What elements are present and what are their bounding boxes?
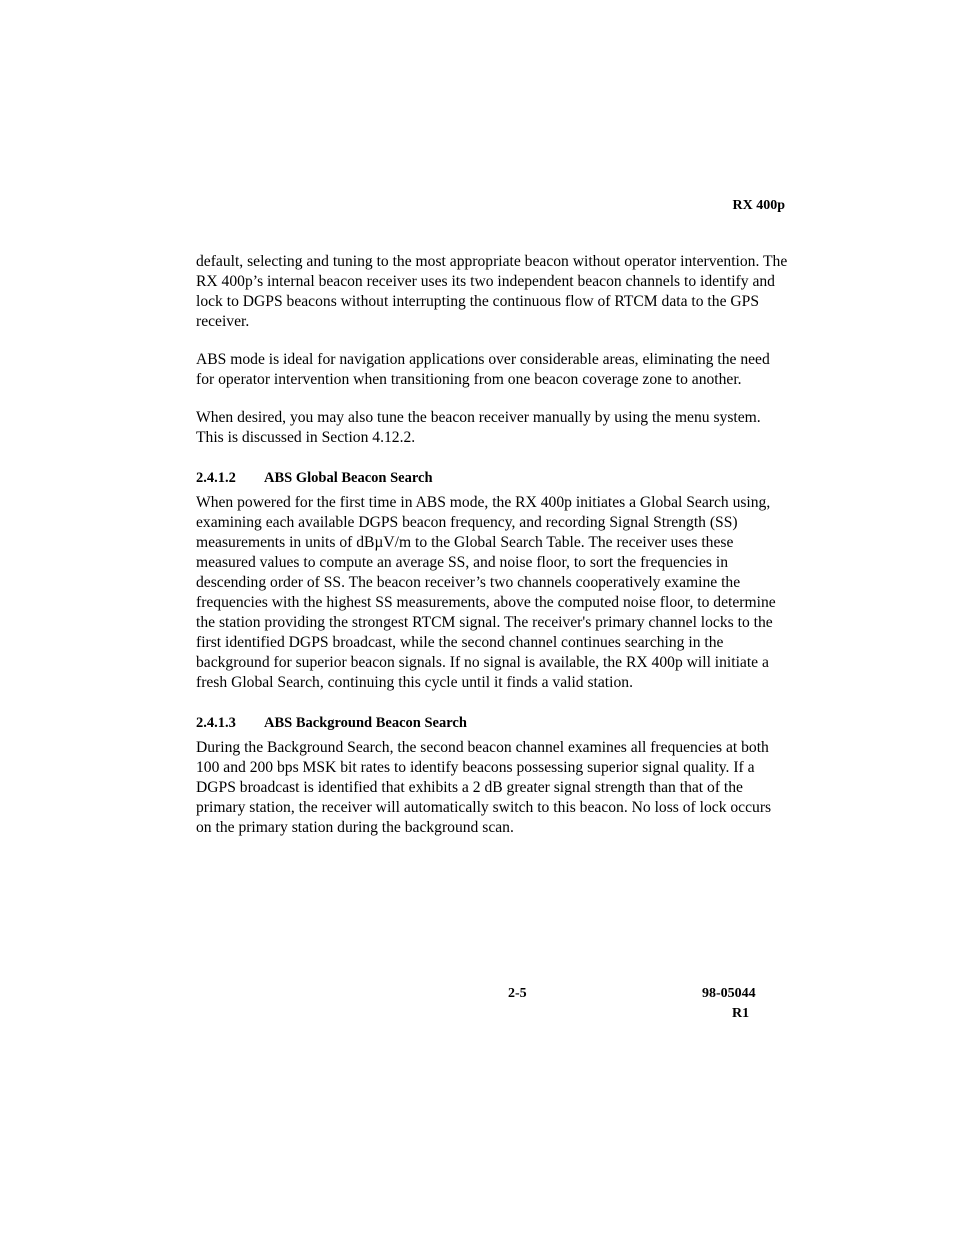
footer-revision: R1 <box>732 1006 750 1021</box>
body-paragraph-3: When desired, you may also tune the beacon receiver manually by using the menu system. This is discussed in Section 4.12.2. <box>196 409 761 446</box>
footer-page-number: 2-5 <box>508 986 527 1001</box>
body-paragraph-1: default, selecting and tuning to the most appropriate beacon without operator intervention. The RX 400p’s internal beacon receiver uses its two independent beacon channels to identify and lock to DGPS beacons without interrupting the continuous flow of RTCM data to the GPS receiver. <box>196 253 788 330</box>
section-heading-global-search <box>196 468 788 488</box>
page-content <box>196 252 788 838</box>
section-title: ABS Background Beacon Search <box>264 715 467 731</box>
section-number: 2.4.1.3 <box>196 715 236 731</box>
section-heading-background-search <box>196 713 788 733</box>
background-search-paragraph: During the Background Search, the second beacon channel examines all frequencies at both 100 and 200 bps MSK bit rates to identify beacons possessing superior signal quality. If a DGPS broadcast is identified that exhibits a 2 dB greater signal strength than that of the primary station, the receiver will automatically switch to this beacon. No loss of lock occurs on the primary station during the background scan. <box>196 739 772 836</box>
section-title: ABS Global Beacon Search <box>264 470 433 486</box>
body-paragraph-2: ABS mode is ideal for navigation applications over considerable areas, eliminating the need for operator intervention when transitioning from one beacon coverage zone to another. <box>196 351 770 388</box>
global-search-paragraph: When powered for the first time in ABS mode, the RX 400p initiates a Global Search using, examining each available DGPS beacon frequency, and recording Signal Strength (SS) measurements in units of dBµV/m to the Global Search Table. The receiver uses these measured values to compute an average SS, and noise floor, to sort the frequencies in descending order of SS. The beacon receiver’s two channels cooperatively examine the frequencies with the highest SS measurements, above the computed noise floor, to determine the station providing the strongest RTCM signal. The receiver's primary channel locks to the first identified DGPS broadcast, while the second channel continues searching in the background for superior beacon signals. If no signal is available, the RX 400p will initiate a fresh Global Search, continuing this cycle until it finds a valid station. <box>196 494 776 691</box>
header-product-name: RX 400p <box>732 198 785 213</box>
section-number: 2.4.1.2 <box>196 470 236 486</box>
footer-document-number: 98-05044 <box>702 986 756 1001</box>
